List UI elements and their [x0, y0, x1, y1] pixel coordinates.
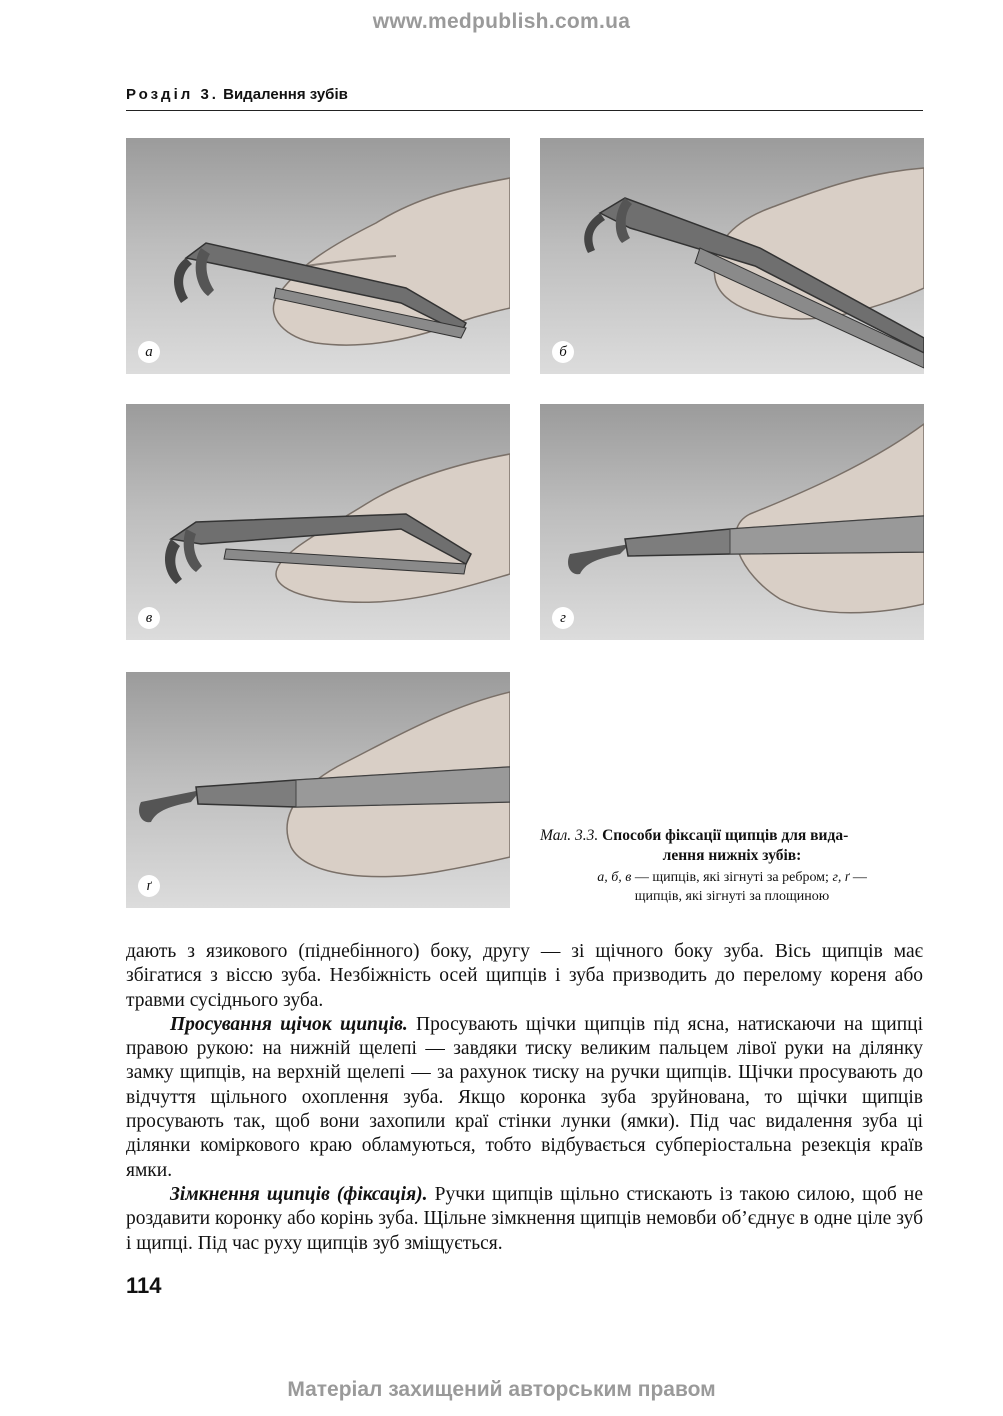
body-text: [126, 940, 923, 1256]
hand-with-forceps-illustration: [126, 672, 510, 908]
caption-title: Способи фіксації щипців для вида-: [602, 827, 849, 844]
caption-line-1: [540, 826, 924, 846]
figure-label-g-prime: ґ: [138, 875, 160, 897]
figure-photo-b: [540, 138, 924, 374]
running-head-section: Розділ 3.: [126, 86, 219, 103]
figure-label-b: б: [552, 341, 574, 363]
page-number: 114: [126, 1273, 162, 1298]
watermark-top: www.medpublish.com.ua: [372, 10, 631, 33]
paragraph-3-runin: Зімкнення щипців (фіксація).: [170, 1183, 428, 1205]
figure-label-a: а: [138, 341, 160, 363]
paragraph-2-runin: Просування щічок щипців.: [170, 1013, 408, 1035]
running-head: [126, 86, 348, 103]
header-rule: [126, 110, 923, 111]
caption-title-continued: лення нижніх зубів:: [662, 847, 802, 864]
caption-note-text-2: щипців, які зігнуті за площиною: [634, 889, 830, 904]
figure-photo-a: [126, 138, 510, 374]
figure-label-v: в: [138, 607, 160, 629]
figure-photo-v: [126, 404, 510, 640]
hand-with-forceps-illustration: [540, 404, 924, 640]
caption-note-text-1: — щипців, які зігнуті за ребром;: [631, 870, 833, 885]
hand-with-forceps-illustration: [540, 138, 924, 374]
paragraph-3: [126, 1183, 923, 1256]
paragraph-3-text: Ручки щипців щільно стискають із такою силою, щоб не роздавити коронку або корінь зуба. Щільне зімкнення щипців немовби об’єднує в одне ціле зуб і щипці. Під час руху щипців зуб зміщується.: [126, 1183, 923, 1254]
caption-note: [540, 868, 924, 906]
caption-note-letters-2: г, ґ: [832, 870, 850, 885]
figure-caption: [540, 826, 924, 906]
watermark-bottom: Матеріал захищений авторським правом: [287, 1378, 716, 1401]
figure-label-g: г: [552, 607, 574, 629]
paragraph-2-text: Просувають щічки щипців під ясна, натискаючи на щипці правою рукою: на нижній щелепі — завдяки тиску великим пальцем лівої руки на ділянку замку щипців, на верхній щелепі — за рахунок тиску на ручки щипців. Щічки просувають до відчуття щільного охоплення зуба. Якщо коронка зуба зруйнована, то щічки щипців просувають так, щоб вони захопили краї стінки лунки (ямки). Під час видалення зуба ці ділянки коміркового краю обламуються, тобто відбувається субперіостальна резекція країв ямки.: [126, 1013, 923, 1181]
running-head-title: Видалення зубів: [223, 86, 348, 103]
caption-note-dash: —: [849, 870, 867, 885]
hand-with-forceps-illustration: [126, 404, 510, 640]
caption-note-letters-1: а, б, в: [597, 870, 632, 885]
hand-with-forceps-illustration: [126, 138, 510, 374]
paragraph-2: [126, 1013, 923, 1183]
figure-photo-g-prime: [126, 672, 510, 908]
caption-number: Мал. 3.3.: [540, 827, 599, 844]
figure-photo-g: [540, 404, 924, 640]
paragraph-1: дають з язикового (піднебінного) боку, другу — зі щічного боку зуба. Вісь щипців має збігатися з віссю зуба. Незбіжність осей щипців і зуба призводить до перелому кореня або травми сусіднього зуба.: [126, 941, 923, 1011]
